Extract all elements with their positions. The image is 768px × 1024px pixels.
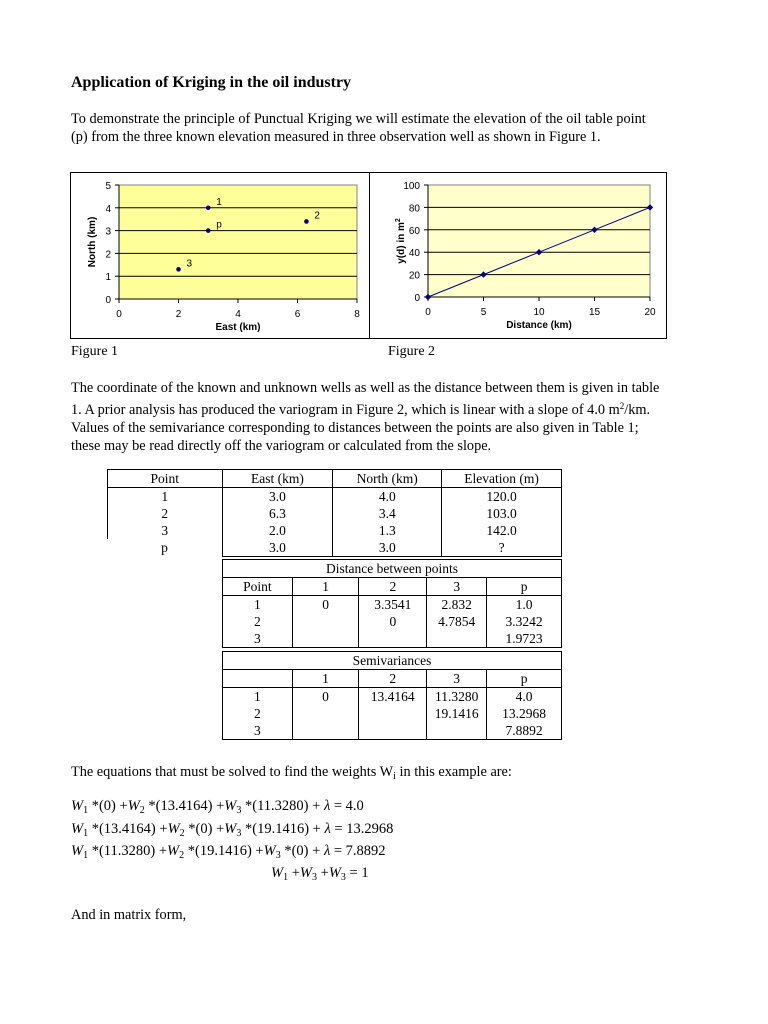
x-tick-label: 5 <box>480 307 487 318</box>
table-row <box>223 630 562 648</box>
table-header: 2 <box>359 670 427 688</box>
y-tick-label: 3 <box>105 226 111 238</box>
x-axis-label: East (km) <box>215 322 261 333</box>
x-tick-label: 8 <box>354 309 360 320</box>
figure-2-caption: Figure 2 <box>388 344 436 359</box>
y-tick-label: 80 <box>408 203 420 215</box>
table-row <box>108 505 562 522</box>
x-tick-label: 6 <box>294 309 301 320</box>
table-cell: 120.0 <box>442 488 562 506</box>
table-cell: 2.832 <box>427 596 487 614</box>
data-point-label: 1 <box>216 196 222 208</box>
para2-line-2 <box>71 397 697 419</box>
para2-line-4: these may be read directly off the variogram or calculated from the slope. <box>71 438 492 454</box>
y-tick-label: 20 <box>408 270 420 282</box>
table-row <box>108 522 562 539</box>
equation-term: (13.4164) <box>98 821 156 837</box>
equation-rhs: 13.2968 <box>346 821 394 837</box>
table-cell: 3 <box>223 630 293 648</box>
table-header: 3 <box>427 578 487 596</box>
table-header: North (km) <box>333 470 442 488</box>
equation-2: $W_1$ $*(13.4164) +W_2$ $*(0) +W_3$ *(19.1416) + λ = 13.2968 <box>71 821 394 839</box>
wells-table <box>107 469 562 557</box>
table-row <box>223 688 562 706</box>
table-row <box>223 705 562 722</box>
table-row <box>223 722 562 740</box>
equation-term: (0) <box>195 821 213 837</box>
matrix-intro: And in matrix form, <box>71 907 187 923</box>
table-cell: 4.7854 <box>427 613 487 630</box>
table-cell <box>427 722 487 740</box>
table-cell <box>292 722 359 740</box>
table-cell: 1 <box>108 488 223 506</box>
table-header: 2 <box>359 578 427 596</box>
data-point-label: 3 <box>186 258 193 270</box>
table-row <box>223 596 562 614</box>
y-axis-label: y(d) in $m^2$ <box>395 218 407 264</box>
distance-table <box>222 559 562 648</box>
data-point <box>304 219 309 224</box>
y-axis-label: North (km) <box>87 216 98 268</box>
table-cell: 0 <box>292 596 359 614</box>
table-header-row <box>223 578 562 596</box>
table-row <box>223 613 562 630</box>
equation-1: $W_1$ $*(0) +W_2$ $*(13.4164) +W_3$ *(11.3280) + λ = 4.0 <box>71 798 364 816</box>
equation-term: (19.1416) <box>195 843 252 859</box>
figure-2-svg <box>370 173 666 338</box>
table-paragraph <box>71 379 697 455</box>
table-cell: 1.3 <box>333 522 442 539</box>
equation-term: (0) <box>98 798 116 814</box>
equation-3: $W_1$ $*(11.3280) +W_2$ $*(19.1416) +W_3$ *(0) + λ = 7.8892 <box>71 843 386 861</box>
table-header: 1 <box>292 578 359 596</box>
equation-term: (11.3280) <box>252 798 309 814</box>
table-cell: ? <box>442 539 562 557</box>
para2-line-1: The coordinate of the known and unknown wells as well as the distance between them is given in table <box>71 380 660 396</box>
semivariance-table <box>222 651 562 740</box>
x-axis-label: Distance (km) <box>506 320 572 331</box>
equation-term: (13.4164) <box>155 798 213 814</box>
equation-rhs: 1 <box>361 865 369 881</box>
data-point-label: 2 <box>314 210 320 222</box>
table-header: p <box>487 578 562 596</box>
table-cell: 11.3280 <box>427 688 487 706</box>
table-row <box>108 539 562 557</box>
table-cell <box>359 705 427 722</box>
equations-intro-text: The equations that must be solved to find the weights W <box>71 764 394 780</box>
table-header: p <box>487 670 562 688</box>
table-cell: 6.3 <box>222 505 333 522</box>
plot-area <box>428 185 650 297</box>
intro-line-1: To demonstrate the principle of Punctual Kriging we will estimate the elevation of the oil table point <box>71 111 646 127</box>
y-tick-label: 60 <box>408 225 420 237</box>
distance-table-title: Distance between points <box>223 560 562 578</box>
table-header: Elevation (m) <box>442 470 562 488</box>
x-tick-label: 0 <box>425 307 431 318</box>
x-tick-label: 10 <box>533 307 545 318</box>
table-cell: 13.4164 <box>359 688 427 706</box>
para2-line-2a: 1. A prior analysis has produced the variogram in Figure 2, which is linear with a slope of 4.0 m <box>71 402 620 418</box>
table-cell: 2 <box>108 505 223 522</box>
data-point <box>206 228 211 233</box>
table-cell: 3 <box>108 522 223 539</box>
table-cell: 4.0 <box>487 688 562 706</box>
table-cell: 3.0 <box>333 539 442 557</box>
equations-intro <box>71 764 512 782</box>
figure-1-svg <box>71 173 369 338</box>
data-point <box>206 206 211 211</box>
semivariance-table-title: Semivariances <box>223 652 562 670</box>
page-title: Application of Kriging in the oil industry <box>71 74 352 91</box>
table-row <box>108 488 562 506</box>
table-cell <box>292 705 359 722</box>
table-cell <box>359 722 427 740</box>
y-tick-label: 40 <box>408 248 420 260</box>
equation-term: (19.1416) <box>252 821 310 837</box>
table-cell: 3.4 <box>333 505 442 522</box>
table-cell: p <box>108 539 223 557</box>
table-cell: 103.0 <box>442 505 562 522</box>
y-tick-label: 5 <box>105 181 111 192</box>
table-title-row <box>223 560 562 578</box>
y-tick-label: 4 <box>105 203 111 215</box>
figure-2-chart <box>369 172 667 339</box>
table-cell <box>359 630 427 648</box>
table-cell: 3 <box>223 722 293 740</box>
y-tick-label: 2 <box>105 249 111 261</box>
figure-1-caption: Figure 1 <box>71 344 119 359</box>
table-cell: 2.0 <box>222 522 333 539</box>
x-tick-label: 15 <box>588 307 601 318</box>
x-tick-label: 2 <box>175 309 182 320</box>
table-cell: 2 <box>223 613 293 630</box>
table-cell: 1.9723 <box>487 630 562 648</box>
y-tick-label: 0 <box>105 295 111 306</box>
table-cell: 2 <box>223 705 293 722</box>
equation-rhs: 4.0 <box>345 798 364 814</box>
table-cell: 1 <box>223 688 293 706</box>
para2-line-2b: /km. <box>624 402 651 418</box>
table-cell: 3.3541 <box>359 596 427 614</box>
equation-term: (0) <box>291 843 309 859</box>
table-header: 3 <box>427 670 487 688</box>
equations-intro-sub: i <box>393 771 396 782</box>
table-cell <box>292 630 359 648</box>
data-point-label: p <box>216 219 222 231</box>
x-tick-label: 20 <box>644 307 656 318</box>
y-tick-label: 1 <box>105 272 111 284</box>
table-header-row <box>223 670 562 688</box>
table-cell: 4.0 <box>333 488 442 506</box>
table-cell: 1 <box>223 596 293 614</box>
table-cell: 7.8892 <box>487 722 562 740</box>
y-axis-label-superscript: 2 <box>395 218 402 223</box>
plot-area <box>119 185 357 299</box>
data-point <box>176 267 181 272</box>
x-tick-label: 4 <box>235 309 241 320</box>
equation-term: (11.3280) <box>98 843 156 859</box>
table-cell <box>427 630 487 648</box>
table-header: East (km) <box>222 470 333 488</box>
table-cell: 142.0 <box>442 522 562 539</box>
table-cell: 19.1416 <box>427 705 487 722</box>
figure-1-chart <box>70 172 370 339</box>
intro-paragraph <box>71 110 697 146</box>
table-cell: 1.0 <box>487 596 562 614</box>
para2-line-3: Values of the semivariance corresponding to distances between the points are also given in Table 1; <box>71 420 639 436</box>
table-cell: 0 <box>292 688 359 706</box>
table-cell: 3.0 <box>222 539 333 557</box>
table-cell: 13.2968 <box>487 705 562 722</box>
table-cell: 3.0 <box>222 488 333 506</box>
table-cell <box>292 613 359 630</box>
table-cell: 3.3242 <box>487 613 562 630</box>
y-tick-label: 0 <box>414 293 420 304</box>
equations-intro-tail: in this example are: <box>395 764 512 780</box>
intro-line-2: (p) from the three known elevation measured in three observation well as shown in Figure 1. <box>71 129 601 145</box>
equation-rhs: 7.8892 <box>345 843 386 859</box>
table-header: 1 <box>292 670 359 688</box>
equation-sum: $W_1 +W_3 +W_3 = 1$ <box>271 865 369 883</box>
y-tick-label: 100 <box>403 181 420 192</box>
para2-sup: 2 <box>619 401 625 411</box>
table-cell: 0 <box>359 613 427 630</box>
table-header: Point <box>108 470 223 488</box>
table-header <box>223 670 293 688</box>
table-title-row <box>223 652 562 670</box>
x-tick-label: 0 <box>116 309 122 320</box>
table-header: Point <box>223 578 293 596</box>
table-header-row <box>108 470 562 488</box>
